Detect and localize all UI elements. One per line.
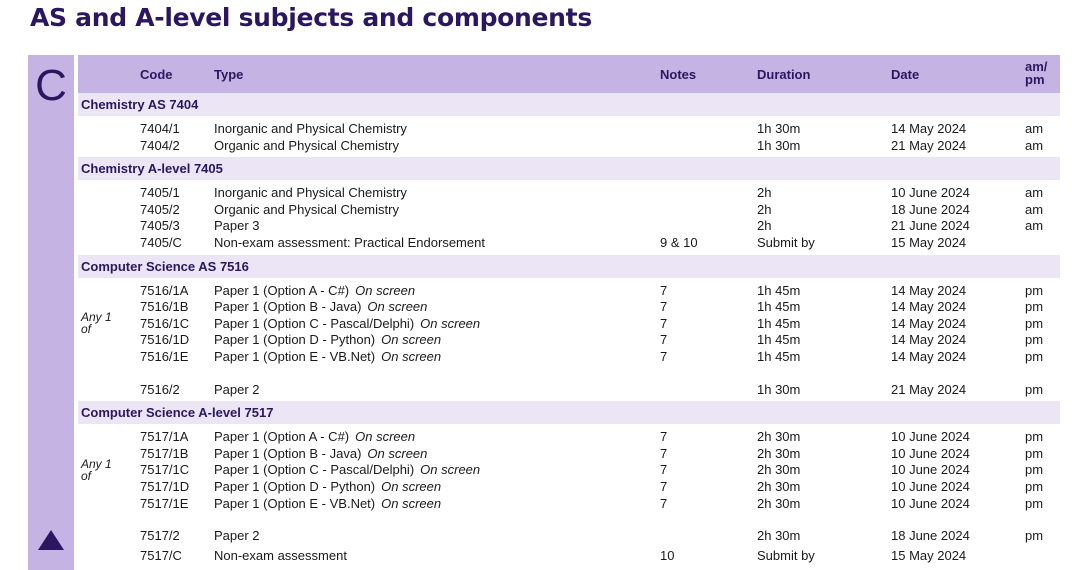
cell-code: 7516/1A <box>140 282 189 298</box>
onscreen-note: On screen <box>355 282 416 298</box>
cell-duration: 2h 30m <box>757 495 801 511</box>
cell-duration: 2h 30m <box>757 429 801 445</box>
cell-date: 14 May 2024 <box>891 315 967 331</box>
cell-duration: 1h 45m <box>757 348 801 364</box>
table-row <box>78 235 1060 252</box>
cell-notes: 7 <box>660 495 668 511</box>
section-header <box>78 401 1060 424</box>
cell-type <box>214 218 266 235</box>
onscreen-note: On screen <box>381 495 442 511</box>
cell-ampm: am <box>1025 201 1044 217</box>
cell-notes: 7 <box>660 462 668 478</box>
cell-date: 21 May 2024 <box>891 137 967 153</box>
cell-code: 7516/1C <box>140 315 190 331</box>
table-row <box>78 382 1060 399</box>
cell-type <box>214 479 441 496</box>
cell-code: 7405/3 <box>140 218 180 234</box>
cell-type-text: Paper 1 (Option A - C#) <box>214 282 350 298</box>
cell-ampm: am <box>1025 137 1044 153</box>
section-title: Computer Science AS 7516 <box>81 258 249 274</box>
header-ampm <box>1025 60 1055 86</box>
any-one-of-line2: of <box>81 468 92 483</box>
cell-code: 7516/2 <box>140 381 180 397</box>
header-type: Type <box>214 67 244 82</box>
cell-ampm: pm <box>1025 381 1044 397</box>
cell-date: 10 June 2024 <box>891 462 970 478</box>
cell-notes: 7 <box>660 299 668 315</box>
table-row <box>78 218 1060 235</box>
cell-notes: 7 <box>660 282 668 298</box>
cell-type <box>214 429 415 446</box>
any-one-of-line2: of <box>81 322 92 337</box>
cell-notes: 9 & 10 <box>660 234 698 250</box>
cell-duration: 1h 45m <box>757 299 801 315</box>
cell-code: 7517/1B <box>140 445 189 461</box>
cell-type-text: Paper 1 (Option C - Pascal/Delphi) <box>214 315 415 331</box>
cell-code: 7405/C <box>140 234 182 250</box>
cell-type <box>214 283 415 300</box>
option-group <box>78 429 1060 512</box>
table-row <box>78 528 1060 545</box>
cell-type <box>214 548 353 565</box>
cell-ampm: pm <box>1025 282 1044 298</box>
cell-duration: 1h 45m <box>757 315 801 331</box>
table-row <box>78 462 1060 479</box>
cell-type-text: Non-exam assessment: Practical Endorsement <box>214 234 485 250</box>
cell-type-text: Paper 1 (Option D - Python) <box>214 332 376 348</box>
cell-type-text: Paper 2 <box>214 528 260 544</box>
cell-type <box>214 202 405 219</box>
cell-code: 7517/2 <box>140 528 180 544</box>
cell-notes: 7 <box>660 332 668 348</box>
cell-code: 7516/1B <box>140 299 189 315</box>
cell-duration: 2h <box>757 201 772 217</box>
cell-type <box>214 185 413 202</box>
cell-date: 10 June 2024 <box>891 445 970 461</box>
cell-type <box>214 299 427 316</box>
cell-ampm: am <box>1025 218 1044 234</box>
side-index-letter: C <box>35 61 67 110</box>
cell-type <box>214 235 491 252</box>
cell-date: 14 May 2024 <box>891 299 967 315</box>
table-body <box>78 93 1060 568</box>
header-date: Date <box>891 67 920 82</box>
cell-type-text: Non-exam assessment <box>214 548 347 564</box>
cell-ampm: am <box>1025 121 1044 136</box>
cell-type-text: Paper 1 (Option A - C#) <box>214 429 350 445</box>
cell-date: 14 May 2024 <box>891 121 967 136</box>
cell-duration: 1h 45m <box>757 332 801 348</box>
cell-ampm: pm <box>1025 348 1044 364</box>
cell-code: 7517/1A <box>140 429 189 445</box>
cell-type-text: Paper 1 (Option B - Java) <box>214 299 362 315</box>
cell-date: 15 May 2024 <box>891 548 967 564</box>
cell-ampm: pm <box>1025 478 1044 494</box>
any-one-of-line1: Any 1 <box>81 456 112 471</box>
onscreen-note: On screen <box>381 332 442 348</box>
cell-type-text: Inorganic and Physical Chemistry <box>214 121 407 136</box>
row-gap <box>78 565 1060 568</box>
table-row <box>78 332 1060 349</box>
section-title: Computer Science A-level 7517 <box>81 405 274 421</box>
cell-ampm: pm <box>1025 315 1044 331</box>
section-header <box>78 157 1060 180</box>
cell-date: 18 June 2024 <box>891 201 970 217</box>
cell-code: 7405/2 <box>140 201 180 217</box>
cell-notes: 7 <box>660 445 668 461</box>
cell-date: 21 June 2024 <box>891 218 970 234</box>
table-row <box>78 299 1060 316</box>
cell-ampm: pm <box>1025 445 1044 461</box>
cell-date: 10 June 2024 <box>891 478 970 494</box>
cell-duration: 2h 30m <box>757 462 801 478</box>
cell-code: 7516/1D <box>140 332 190 348</box>
cell-type-text: Paper 3 <box>214 218 260 234</box>
any-one-of-line1: Any 1 <box>81 310 112 325</box>
cell-ampm: am <box>1025 185 1044 201</box>
onscreen-note: On screen <box>420 462 481 478</box>
cell-date: 10 June 2024 <box>891 495 970 511</box>
cell-date: 14 May 2024 <box>891 282 967 298</box>
cell-ampm: pm <box>1025 332 1044 348</box>
cell-type-text: Inorganic and Physical Chemistry <box>214 185 407 201</box>
cell-type <box>214 528 266 545</box>
onscreen-note: On screen <box>367 445 428 461</box>
cell-code: 7404/1 <box>140 121 180 136</box>
cell-code: 7517/C <box>140 548 182 564</box>
cell-code: 7517/1D <box>140 478 190 494</box>
cell-date: 15 May 2024 <box>891 234 967 250</box>
page-title: AS and A-level subjects and components <box>30 3 592 32</box>
cell-code: 7517/1E <box>140 495 189 511</box>
cell-duration: 1h 30m <box>757 381 801 397</box>
table-row <box>78 202 1060 219</box>
cell-ampm: pm <box>1025 462 1044 478</box>
onscreen-note: On screen <box>367 299 428 315</box>
cell-date: 10 June 2024 <box>891 185 970 201</box>
cell-duration: 2h 30m <box>757 445 801 461</box>
header-ampm-line2: pm <box>1025 72 1045 87</box>
cell-date: 14 May 2024 <box>891 348 967 364</box>
section-title: Chemistry A-level 7405 <box>81 161 223 177</box>
onscreen-note: On screen <box>355 429 416 445</box>
section-header <box>78 93 1060 116</box>
section-title: Chemistry AS 7404 <box>81 97 199 112</box>
cell-type-text: Organic and Physical Chemistry <box>214 201 399 217</box>
cell-notes: 7 <box>660 429 668 445</box>
timetable <box>78 55 1060 568</box>
table-row <box>78 138 1060 155</box>
cell-ampm: pm <box>1025 528 1044 544</box>
table-row <box>78 349 1060 366</box>
cell-code: 7405/1 <box>140 185 180 201</box>
cell-type <box>214 446 427 463</box>
table-row <box>78 185 1060 202</box>
table-row <box>78 479 1060 496</box>
cell-type-text: Paper 2 <box>214 381 260 397</box>
table-row <box>78 548 1060 565</box>
cell-type <box>214 138 405 155</box>
onscreen-note: On screen <box>381 348 442 364</box>
table-row <box>78 496 1060 513</box>
table-row <box>78 121 1060 138</box>
cell-type-text: Paper 1 (Option E - VB.Net) <box>214 495 376 511</box>
header-duration: Duration <box>757 67 811 82</box>
cell-type-text: Organic and Physical Chemistry <box>214 137 399 153</box>
cell-duration: 2h <box>757 185 772 201</box>
onscreen-note: On screen <box>381 478 442 494</box>
cell-type <box>214 316 480 333</box>
cell-type-text: Paper 1 (Option D - Python) <box>214 478 376 494</box>
table-header <box>78 55 1060 93</box>
cell-duration: 1h 30m <box>757 121 801 136</box>
cell-date: 18 June 2024 <box>891 528 970 544</box>
cell-type <box>214 462 480 479</box>
table-row <box>78 315 1060 337</box>
table-row <box>78 283 1060 300</box>
cell-duration: 2h 30m <box>757 478 801 494</box>
cell-type <box>214 332 441 349</box>
cell-notes: 7 <box>660 348 668 364</box>
cell-type-text: Paper 1 (Option E - VB.Net) <box>214 348 376 364</box>
header-code: Code <box>140 67 173 82</box>
cell-ampm: pm <box>1025 429 1044 445</box>
section-header <box>78 255 1060 278</box>
header-notes: Notes <box>660 67 697 82</box>
header-ampm-line1: am/ <box>1025 59 1048 74</box>
cell-duration: 1h 30m <box>757 137 801 153</box>
cell-ampm: pm <box>1025 299 1044 315</box>
cell-type <box>214 349 441 366</box>
option-group <box>78 283 1060 366</box>
onscreen-note: On screen <box>420 315 481 331</box>
cell-notes: 10 <box>660 548 675 564</box>
cell-code: 7517/1C <box>140 462 190 478</box>
cell-code: 7516/1E <box>140 348 189 364</box>
up-arrow-icon[interactable] <box>38 530 64 550</box>
cell-date: 21 May 2024 <box>891 381 967 397</box>
cell-notes: 7 <box>660 315 668 331</box>
cell-ampm: pm <box>1025 495 1044 511</box>
cell-duration: 2h 30m <box>757 528 801 544</box>
cell-type-text: Paper 1 (Option C - Pascal/Delphi) <box>214 462 415 478</box>
cell-duration: Submit by <box>757 234 815 250</box>
row-gap <box>78 366 1060 382</box>
cell-notes: 7 <box>660 478 668 494</box>
cell-code: 7404/2 <box>140 137 180 153</box>
cell-type-text: Paper 1 (Option B - Java) <box>214 445 362 461</box>
cell-duration: 1h 45m <box>757 282 801 298</box>
cell-type <box>214 382 266 399</box>
cell-date: 10 June 2024 <box>891 429 970 445</box>
cell-duration: Submit by <box>757 548 815 564</box>
cell-date: 14 May 2024 <box>891 332 967 348</box>
cell-type <box>214 496 441 513</box>
cell-duration: 2h <box>757 218 772 234</box>
table-row <box>78 429 1060 446</box>
table-row <box>78 446 1060 463</box>
row-gap <box>78 512 1060 528</box>
cell-type <box>214 121 413 138</box>
side-index-tab[interactable] <box>28 55 74 570</box>
